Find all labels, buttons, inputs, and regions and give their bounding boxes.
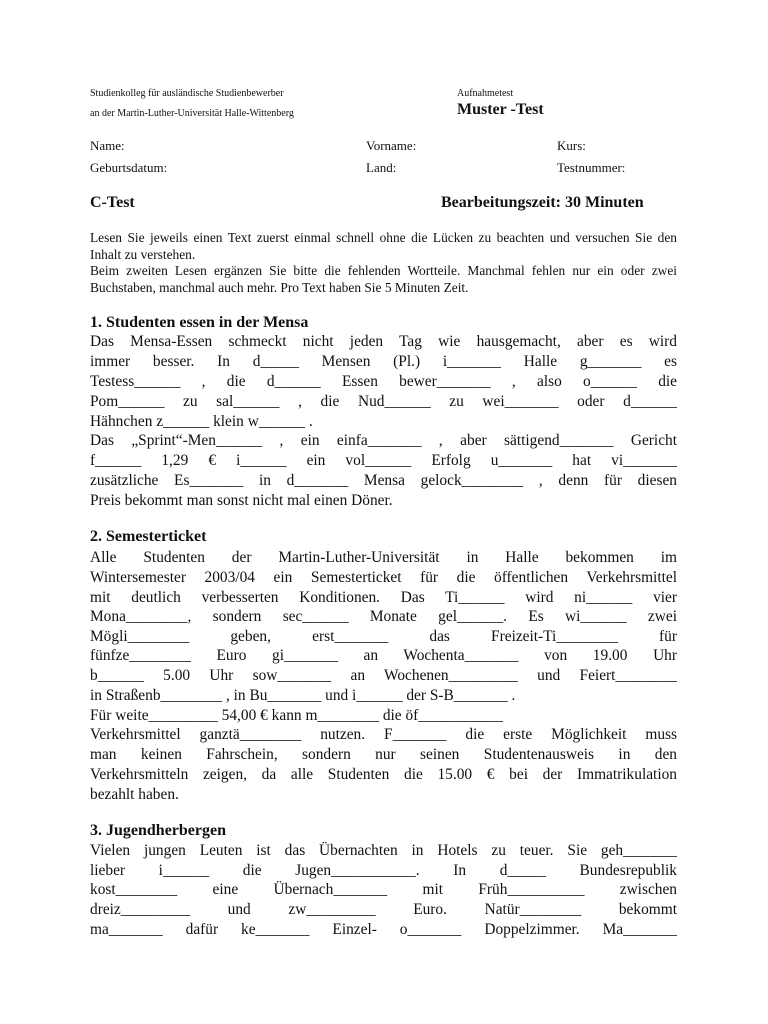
vorname-label: Vorname: — [366, 138, 417, 153]
text-line: fünfze________ Euro gi_______ an Wochenta_______ von 19.00 Uhr — [90, 647, 677, 664]
institution-line-2: an der Martin-Luther-Universität Halle-Wittenberg — [90, 108, 294, 119]
text-line: Mögli________ geben, erst_______ das Freizeit-Ti________ für — [90, 628, 677, 645]
test-title: Muster -Test — [457, 101, 544, 118]
text-line: Alle Studenten der Martin-Luther-Universität in Halle bekommen im — [90, 549, 677, 566]
time-limit: Bearbeitungszeit: 30 Minuten — [441, 194, 644, 211]
text-line: b______ 5.00 Uhr sow_______ an Wochenen_________ und Feiert________ — [90, 667, 677, 684]
land-label: Land: — [366, 160, 397, 175]
institution-line-1: Studienkolleg für ausländische Studienbewerber — [90, 88, 284, 99]
text-line: Testess______ , die d______ Essen bewer_______ , also o______ die — [90, 373, 677, 390]
text-line: f______ 1,29 € i______ ein vol______ Erfolg u_______ hat vi_______ — [90, 452, 677, 469]
test-kind: Aufnahmetest — [457, 88, 514, 99]
text-line: Verkehrsmitteln zeigen, da alle Studenten die 15.00 € bei der Immatrikulation — [90, 766, 677, 783]
text-line: Das „Sprint“-Men______ , ein einfa_______ , aber sättigend_______ Gericht — [90, 432, 677, 449]
text-line: mit deutlich verbesserten Konditionen. Das Ti______ wird ni______ vier — [90, 589, 677, 606]
text-line: Für weite_________ 54,00 € kann m________ die öf___________ — [90, 707, 503, 724]
text-line: lieber i______ die Jugen___________. In d_____ Bundesrepublik — [90, 862, 677, 879]
text-line: ma_______ dafür ke_______ Einzel- o_______ Doppelzimmer. Ma_______ — [90, 921, 677, 938]
text-line: Das Mensa-Essen schmeckt nicht jeden Tag wie hausgemacht, aber es wird — [90, 333, 677, 350]
text-line: man keinen Fahrschein, sondern nur seinen Studentenausweis in den — [90, 746, 677, 763]
testnummer-label: Testnummer: — [557, 160, 626, 175]
text-line: Preis bekommt man sonst nicht mal einen Döner. — [90, 492, 393, 509]
text-line: Verkehrsmittel ganztä________ nutzen. F_______ die erste Möglichkeit muss — [90, 726, 677, 743]
text-line: zusätzliche Es_______ in d_______ Mensa gelock________ , denn für diesen — [90, 472, 677, 489]
text-line: Vielen jungen Leuten ist das Übernachten in Hotels zu teuer. Sie geh_______ — [90, 842, 677, 859]
text-line: Wintersemester 2003/04 ein Semesterticket für die öffentlichen Verkehrsmittel — [90, 569, 677, 586]
ctest-title: C-Test — [90, 194, 135, 211]
text-line: Mona________, sondern sec______ Monate gel______. Es wi______ zwei — [90, 608, 677, 625]
section-heading: 3. Jugendherbergen — [90, 822, 226, 839]
text-line: dreiz_________ und zw_________ Euro. Natür________ bekommt — [90, 901, 677, 918]
instructions — [90, 230, 677, 296]
instruction-paragraph: Lesen Sie jeweils einen Text zuerst einmal schnell ohne die Lücken zu beachten und versuchen Sie den Inhalt zu verstehen. — [90, 230, 677, 262]
section-heading: 2. Semesterticket — [90, 528, 207, 545]
geburtsdatum-label: Geburtsdatum: — [90, 160, 168, 175]
text-line: immer besser. In d_____ Mensen (Pl.) i_______ Halle g_______ es — [90, 353, 677, 370]
text-line: kost________ eine Übernach_______ mit Früh__________ zwischen — [90, 881, 677, 898]
text-line: Hähnchen z______ klein w______ . — [90, 413, 313, 430]
section-heading: 1. Studenten essen in der Mensa — [90, 314, 309, 331]
name-label: Name: — [90, 138, 125, 153]
text-line: bezahlt haben. — [90, 786, 179, 803]
text-line: in Straßenb________ , in Bu_______ und i______ der S-B_______ . — [90, 687, 516, 704]
instruction-paragraph: Beim zweiten Lesen ergänzen Sie bitte die fehlenden Wortteile. Manchmal fehlen nur ein oder zwei Buchstaben, manchmal auch mehr. Pro Text haben Sie 5 Minuten Zeit. — [90, 263, 677, 295]
kurs-label: Kurs: — [557, 138, 586, 153]
text-line: Pom______ zu sal______ , die Nud______ zu wei_______ oder d______ — [90, 393, 677, 410]
